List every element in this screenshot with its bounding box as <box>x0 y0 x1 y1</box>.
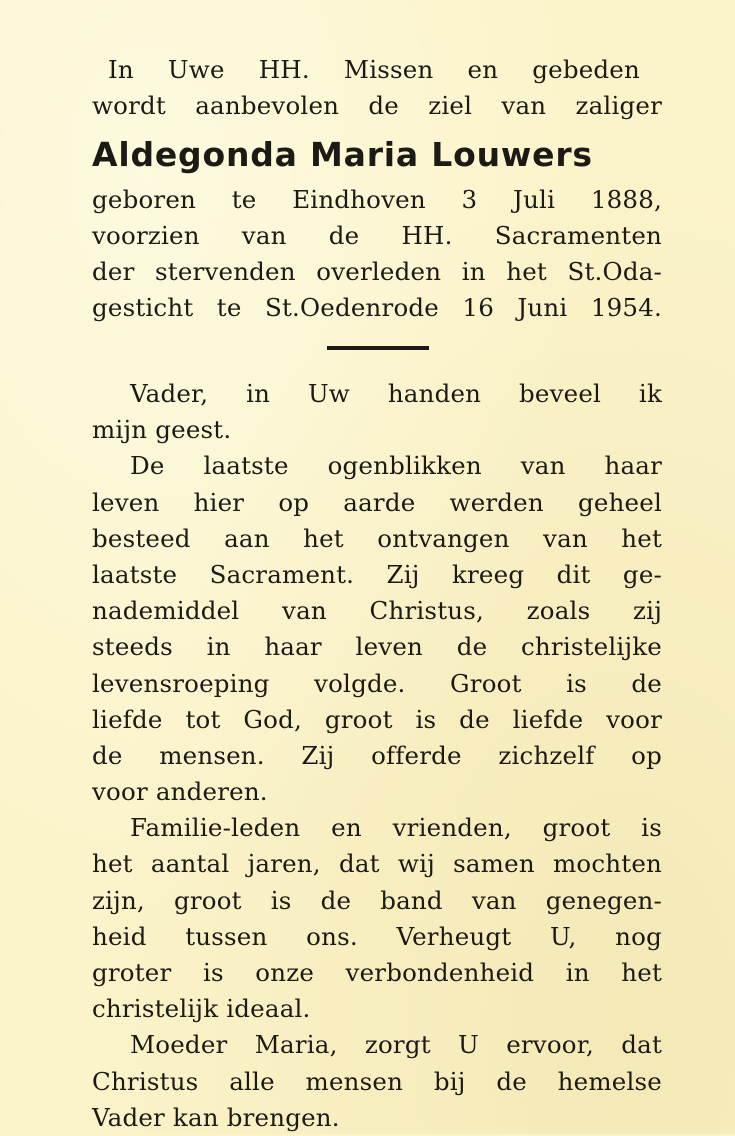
prayer-text <box>92 376 662 1136</box>
divider-line <box>327 346 429 350</box>
details-line: der stervenden overleden in het St.Oda- <box>92 257 662 286</box>
deceased-name: Aldegonda Maria Louwers <box>92 135 593 174</box>
intro-line: wordt aanbevolen de ziel van zaliger <box>92 91 662 120</box>
prayer-line: heid tussen ons. Verheugt U, nog <box>92 921 662 951</box>
prayer-line: liefde tot God, groot is de liefde voor <box>92 704 662 734</box>
prayer-line: zijn, groot is de band van genegen- <box>92 885 662 915</box>
intro-line: In Uwe HH. Missen en gebeden <box>108 55 640 84</box>
prayer-line: Vader kan brengen. <box>92 1102 340 1132</box>
prayer-line: leven hier op aarde werden geheel <box>92 487 662 517</box>
prayer-line: de mensen. Zij offerde zichzelf op <box>92 740 662 770</box>
prayer-line: Vader, in Uw handen beveel ik <box>130 379 662 408</box>
prayer-line: De laatste ogenblikken van haar <box>130 451 662 481</box>
death-details <box>92 182 662 326</box>
prayer-line: christelijk ideaal. <box>92 994 311 1024</box>
prayer-line: besteed aan het ontvangen van het <box>92 523 662 553</box>
prayer-line: levensroeping volgde. Groot is de <box>92 668 662 698</box>
prayer-line: mijn geest. <box>92 415 232 445</box>
prayer-line: Familie-leden en vrienden, groot is <box>130 813 662 843</box>
details-line: voorzien van de HH. Sacramenten <box>92 221 662 250</box>
prayer-line: steeds in haar leven de christelijke <box>92 632 662 662</box>
details-line: geboren te Eindhoven 3 Juli 1888, <box>92 185 662 214</box>
prayer-line: Moeder Maria, zorgt U ervoor, dat <box>130 1030 662 1060</box>
prayer-line: groter is onze verbondenheid in het <box>92 958 662 987</box>
prayer-line: laatste Sacrament. Zij kreeg dit ge- <box>92 559 662 589</box>
prayer-line: het aantal jaren, dat wij samen mochten <box>92 849 662 879</box>
prayer-line: nademiddel van Christus, zoals zij <box>92 596 662 626</box>
details-line: gesticht te St.Oedenrode 16 Juni 1954. <box>92 293 662 322</box>
prayer-line: voor anderen. <box>92 777 268 807</box>
prayer-line: Christus alle mensen bij de hemelse <box>92 1066 662 1096</box>
intro-text <box>92 52 662 326</box>
